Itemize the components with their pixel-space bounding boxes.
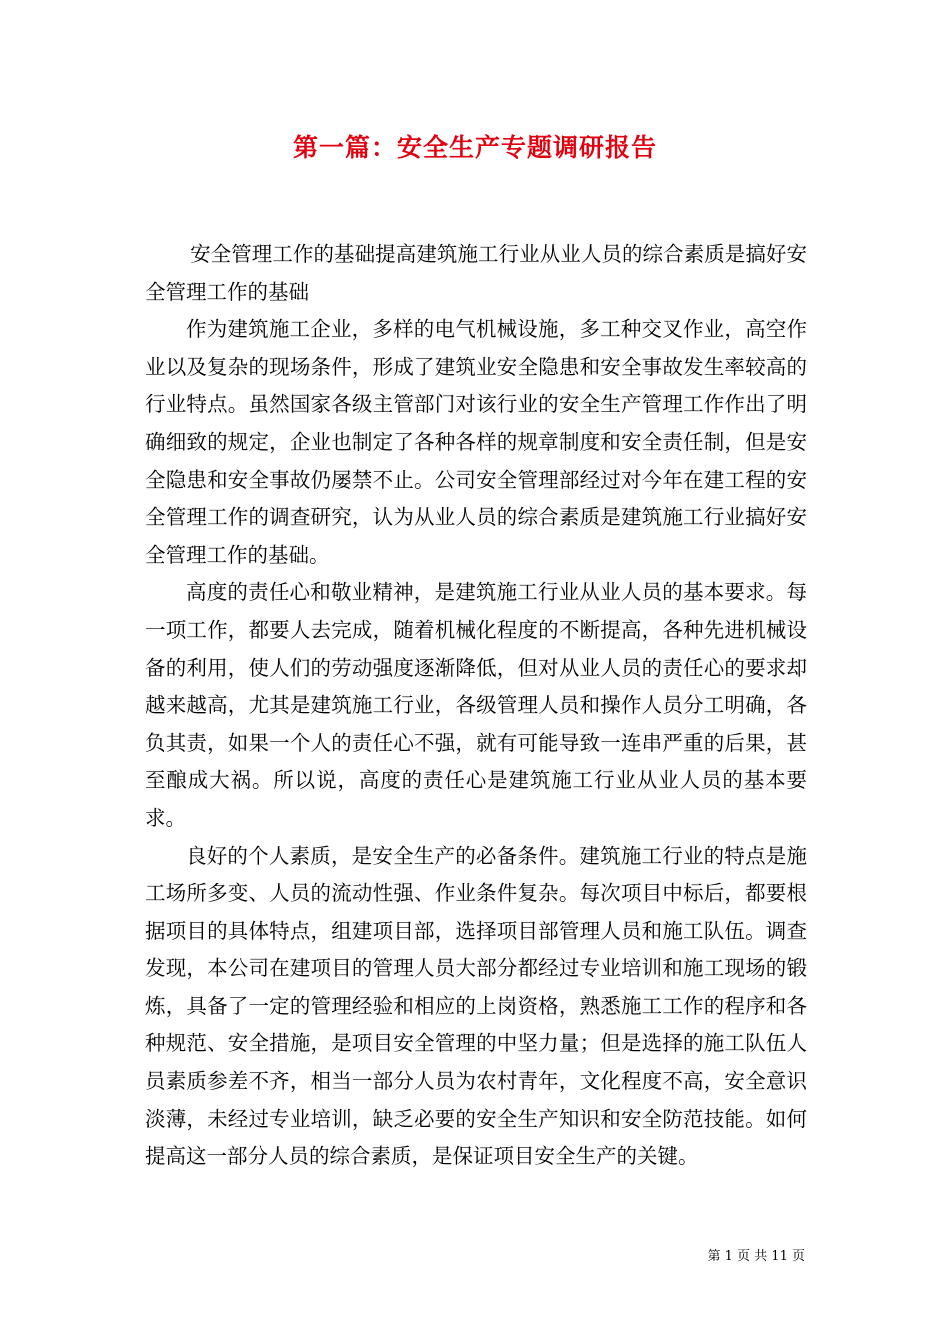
document-body	[145, 236, 807, 1176]
footer-page-number: 1	[724, 1249, 733, 1264]
paragraph-1: 安全管理工作的基础提高建筑施工行业从业人员的综合素质是搞好安全管理工作的基础	[145, 242, 807, 304]
footer-suffix: 页	[791, 1249, 805, 1264]
footer-middle: 页 共	[737, 1249, 768, 1264]
paragraph-3: 高度的责任心和敬业精神，是建筑施工行业从业人员的基本要求。每一项工作，都要人去完成，随着机械化程度的不断提高，各种先进机械设备的利用，使人们的劳动强度逐渐降低，但对从业人员的责任心的要求却越来越高，尤其是建筑施工行业，各级管理人员和操作人员分工明确，各负其责，如果一个人的责任心不强，就有可能导致一连串严重的后果，甚至酿成大祸。所以说，高度的责任心是建筑施工行业从业人员的基本要求。	[145, 580, 807, 830]
page-number-footer	[707, 1248, 805, 1266]
document-title: 第一篇：安全生产专题调研报告	[292, 133, 657, 162]
paragraph-2: 作为建筑施工企业，多样的电气机械设施，多工种交叉作业，高空作业以及复杂的现场条件，形成了建筑业安全隐患和安全事故发生率较高的行业特点。虽然国家各级主管部门对该行业的安全生产管理工作作出了明确细致的规定，企业也制定了各种各样的规章制度和安全责任制，但是安全隐患和安全事故仍屡禁不止。公司安全管理部经过对今年在建工程的安全管理工作的调查研究，认为从业人员的综合素质是建筑施工行业搞好安全管理工作的基础。	[145, 317, 807, 567]
footer-prefix: 第	[707, 1249, 721, 1264]
paragraph-4: 良好的个人素质，是安全生产的必备条件。建筑施工行业的特点是施工场所多变、人员的流动性强、作业条件复杂。每次项目中标后，都要根据项目的具体特点，组建项目部，选择项目部管理人员和施工队伍。调查发现，本公司在建项目的管理人员大部分都经过专业培训和施工现场的锻炼，具备了一定的管理经验和相应的上岗资格，熟悉施工工作的程序和各种规范、安全措施，是项目安全管理的中坚力量；但是选择的施工队伍人员素质参差不齐，相当一部分人员为农村青年，文化程度不高，安全意识淡薄，未经过专业培训，缺乏必要的安全生产知识和安全防范技能。如何提高这一部分人员的综合素质，是保证项目安全生产的关键。	[145, 843, 807, 1169]
footer-total-pages: 11	[771, 1249, 788, 1264]
